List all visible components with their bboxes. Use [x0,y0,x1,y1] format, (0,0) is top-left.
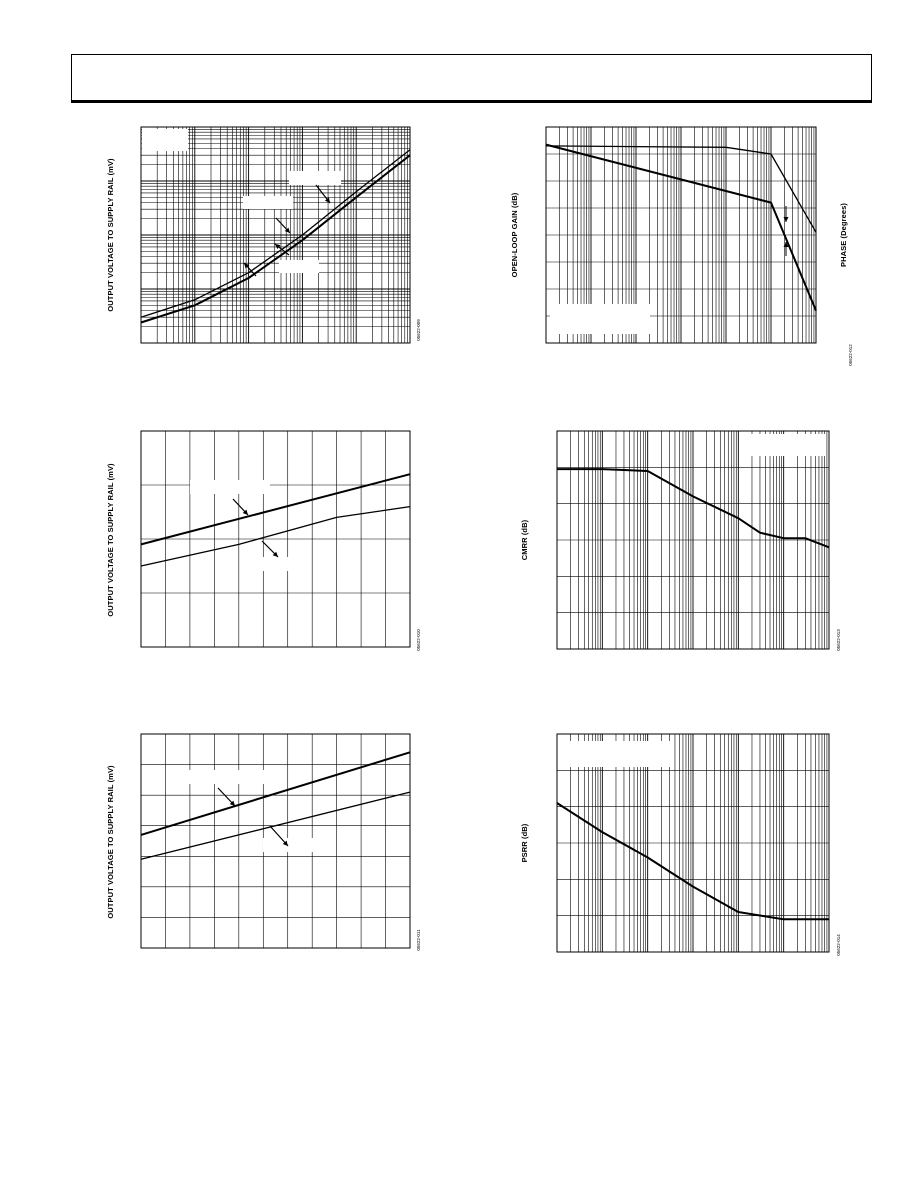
series-line-2 [141,150,410,318]
chart-fig-13 [520,431,841,651]
chart-fig-09 [106,127,421,343]
chart-fig-14 [520,734,841,956]
label-area [190,480,270,494]
chart-fig-11 [106,734,421,951]
y2-axis-label: PHASE (Degrees) [839,202,848,268]
label-area [261,557,301,571]
label-area [560,741,670,767]
label-area [742,434,826,456]
figure-id: 05622-010 [416,629,421,651]
label-area [279,260,319,273]
label-area [263,838,313,852]
chart-fig-12 [510,127,853,366]
figure-id: 05622-009 [416,319,421,341]
label-area [142,129,188,151]
figure-id: 05622-014 [836,934,841,956]
y-axis-label: OUTPUT VOLTAGE TO SUPPLY RAIL (mV) [106,463,115,617]
y-axis-label: PSRR (dB) [520,823,529,863]
y-axis-label: CMRR (dB) [520,519,529,561]
label-area [186,770,266,784]
figure-id: 05622-013 [836,629,841,651]
label-area [243,196,293,209]
y-axis-label: OUTPUT VOLTAGE TO SUPPLY RAIL (mV) [106,158,115,312]
y-axis-label: OUTPUT VOLTAGE TO SUPPLY RAIL (mV) [106,765,115,919]
figure-id: 05622-012 [848,344,853,366]
label-area [550,304,650,334]
chart-fig-10 [106,431,421,651]
figure-id: 05622-011 [416,929,421,951]
y-axis-label: OPEN-LOOP GAIN (dB) [510,192,519,278]
label-area [289,171,341,185]
